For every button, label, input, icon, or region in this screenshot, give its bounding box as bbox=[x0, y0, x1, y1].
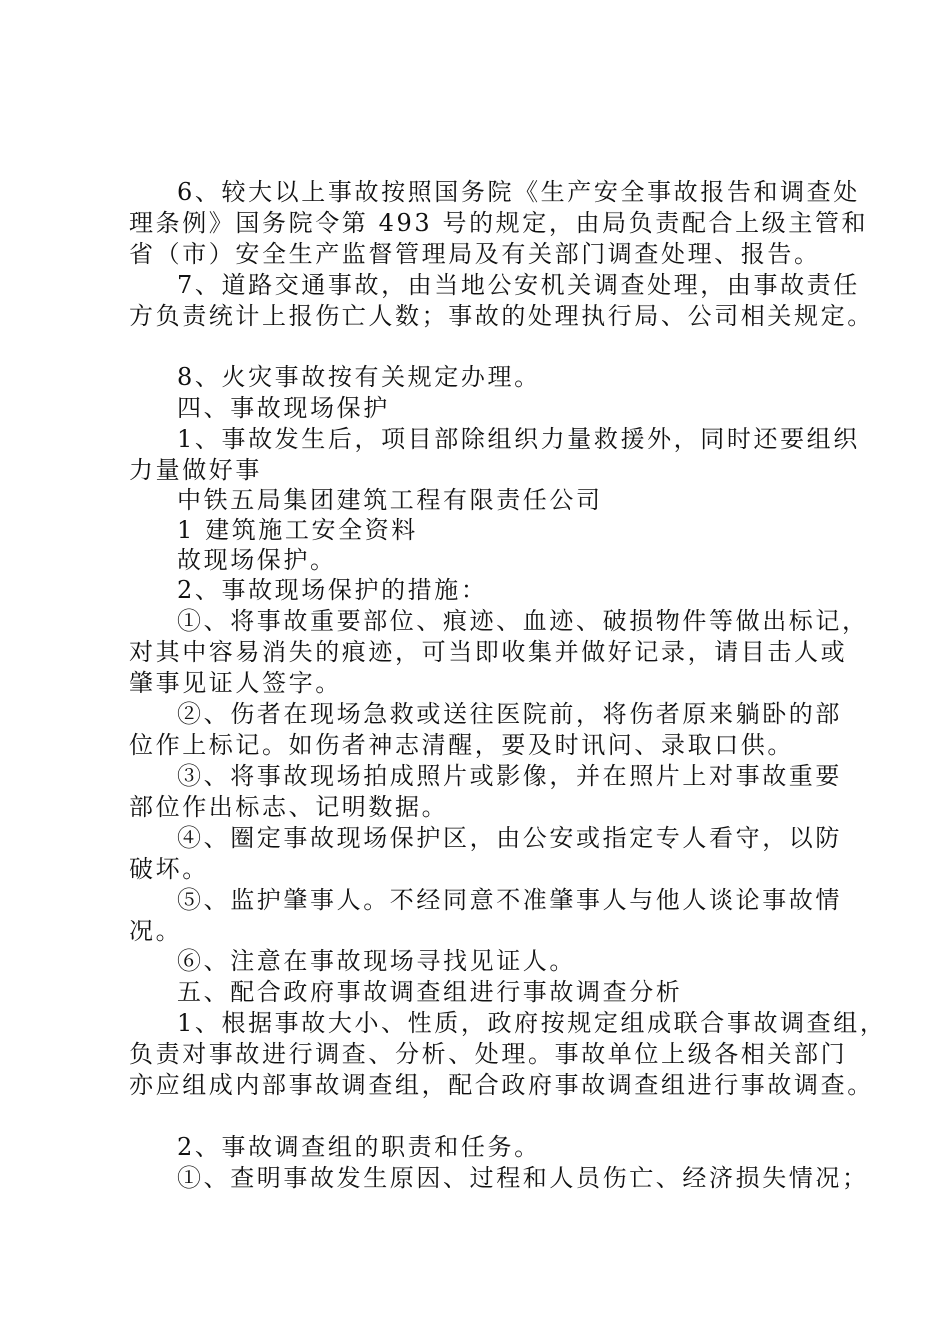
paragraph-line: 2、事故现场保护的措施： bbox=[177, 576, 488, 604]
paragraph-line: 1、事故发生后，项目部除组织力量救援外，同时还要组织 bbox=[177, 425, 860, 453]
paragraph-line: ①、将事故重要部位、痕迹、血迹、破损物件等做出标记， bbox=[177, 607, 869, 635]
paragraph-line: 故现场保护。 bbox=[177, 546, 337, 574]
paragraph-line: 对其中容易消失的痕迹，可当即收集并做好记录，请目击人或 bbox=[129, 638, 848, 666]
paragraph-line: 力量做好事 bbox=[129, 456, 262, 484]
paragraph-line: 位作上标记。如伤者神志清醒，要及时讯问、录取口供。 bbox=[129, 731, 794, 759]
paragraph-line: 肇事见证人签字。 bbox=[129, 669, 342, 697]
paragraph-line: 省（市）安全生产监督管理局及有关部门调查处理、报告。 bbox=[129, 240, 821, 268]
paragraph-line: ①、查明事故发生原因、过程和人员伤亡、经济损失情况； bbox=[177, 1164, 869, 1192]
paragraph-line: 部位作出标志、记明数据。 bbox=[129, 793, 449, 821]
section-heading: 五、配合政府事故调查组进行事故调查分析 bbox=[177, 978, 683, 1006]
paragraph-line: ②、伤者在现场急救或送往医院前，将伤者原来躺卧的部 bbox=[177, 700, 842, 728]
paragraph-line: 1、根据事故大小、性质，政府按规定组成联合事故调查组， bbox=[177, 1009, 887, 1037]
paragraph-line: 2、事故调查组的职责和任务。 bbox=[177, 1133, 541, 1161]
paragraph-line: ③、将事故现场拍成照片或影像，并在照片上对事故重要 bbox=[177, 762, 842, 790]
paragraph-line: 8、火灾事故按有关规定办理。 bbox=[177, 363, 541, 391]
paragraph-line: 7、道路交通事故，由当地公安机关调查处理，由事故责任 bbox=[177, 271, 860, 299]
paragraph-line: ④、圈定事故现场保护区，由公安或指定专人看守，以防 bbox=[177, 824, 842, 852]
paragraph-line: 破坏。 bbox=[129, 855, 209, 883]
paragraph-line: 况。 bbox=[129, 917, 183, 945]
page-footer-line: 1 建筑施工安全资料 bbox=[177, 516, 418, 544]
company-name-line: 中铁五局集团建筑工程有限责任公司 bbox=[177, 486, 603, 514]
section-heading: 四、事故现场保护 bbox=[177, 394, 390, 422]
paragraph-line: 方负责统计上报伤亡人数；事故的处理执行局、公司相关规定。 bbox=[129, 302, 874, 330]
paragraph-line: ⑤、监护肇事人。不经同意不准肇事人与他人谈论事故情 bbox=[177, 886, 842, 914]
paragraph-line: 理条例》国务院令第 493 号的规定，由局负责配合上级主管和 bbox=[129, 209, 869, 237]
paragraph-line: ⑥、注意在事故现场寻找见证人。 bbox=[177, 947, 576, 975]
paragraph-line: 6、较大以上事故按照国务院《生产安全事故报告和调查处 bbox=[177, 178, 860, 206]
paragraph-line: 负责对事故进行调查、分析、处理。事故单位上级各相关部门 bbox=[129, 1040, 848, 1068]
paragraph-line: 亦应组成内部事故调查组，配合政府事故调查组进行事故调查。 bbox=[129, 1071, 874, 1099]
